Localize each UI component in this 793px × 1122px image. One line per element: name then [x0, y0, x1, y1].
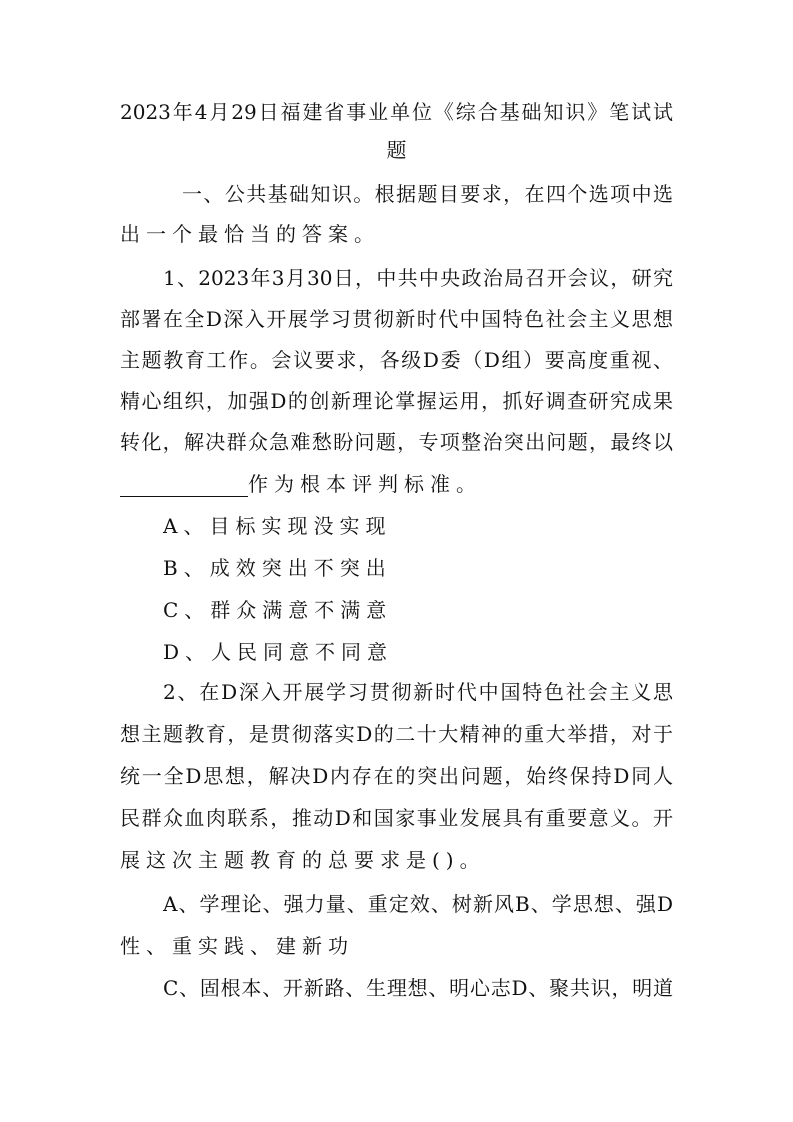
answer-blank — [120, 470, 248, 497]
q2-line-2: 想主题教育，是贯彻落实D的二十大精神的重大举措，对于 — [120, 722, 673, 746]
q1-line-2: 部署在全D深入开展学习贯彻新时代中国特色社会主义思想 — [120, 307, 673, 331]
section-heading-line-2: 出一个最恰当的答案。 — [120, 222, 380, 246]
document-title-line-2: 题 — [386, 138, 407, 162]
q2-option-a-b: A、学理论、强力量、重定效、树新风B、学思想、强D — [163, 892, 673, 916]
document-title-line-1: 2023年4月29日福建省事业单位《综合基础知识》笔试试 — [120, 100, 673, 124]
q1-option-c: C、群众满意不满意 — [163, 598, 393, 622]
q1-line-6-text: 作为根本评判标准。 — [248, 472, 482, 496]
q2-line-4: 民群众血肉联系，推动D和国家事业发展具有重要意义。开 — [120, 806, 673, 830]
q1-line-1: 1、2023年3月30日，中共中央政治局召开会议，研究 — [163, 266, 673, 290]
q2-line-5: 展这次主题教育的总要求是()。 — [120, 848, 486, 872]
q1-option-a: A、目标实现没实现 — [163, 514, 392, 538]
q1-option-b: B、成效突出不突出 — [163, 556, 392, 580]
q2-line-3: 统一全D思想，解决D内存在的突出问题，始终保持D同人 — [120, 764, 673, 788]
q1-option-d: D、人民同意不同意 — [163, 640, 394, 664]
section-heading-line-1: 一、公共基础知识。根据题目要求，在四个选项中选 — [182, 182, 673, 206]
q1-line-3: 主题教育工作。会议要求，各级D委（D组）要高度重视、 — [120, 348, 673, 372]
q1-line-5: 转化，解决群众急难愁盼问题，专项整治突出问题，最终以 — [120, 430, 673, 454]
q2-option-b-cont: 性、重实践、建新功 — [120, 934, 354, 958]
q2-line-1: 2、在D深入开展学习贯彻新时代中国特色社会主义思 — [163, 680, 673, 704]
q1-line-4: 精心组织，加强D的创新理论掌握运用，抓好调查研究成果 — [120, 389, 673, 413]
q1-line-6 — [120, 463, 673, 505]
q2-option-c-d: C、固根本、开新路、生理想、明心志D、聚共识，明道 — [163, 976, 673, 1000]
